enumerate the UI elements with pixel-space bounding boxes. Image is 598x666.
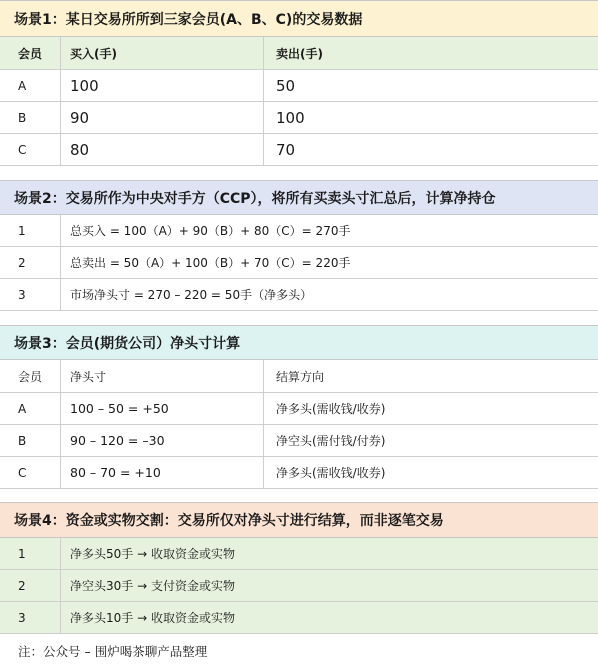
sell-cell: 50 — [276, 76, 296, 95]
item-number: 1 — [18, 223, 26, 238]
table-row — [0, 393, 598, 425]
sell-cell: 100 — [276, 108, 305, 127]
scene4-title: 场景4：资金或实物交割：交易所仅对净头寸进行结算，而非逐笔交易 — [0, 502, 598, 538]
buy-cell: 80 — [70, 140, 90, 159]
scene3-title: 场景3：会员(期货公司）净头寸计算 — [0, 325, 598, 360]
member-cell: B — [18, 110, 27, 125]
member-cell: C — [18, 142, 27, 157]
item-number: 2 — [18, 578, 26, 593]
item-text: 市场净头寸 = 270 – 220 = 50手（净多头） — [70, 288, 313, 302]
scene1-header-member: 会员 — [18, 46, 43, 61]
list-item — [0, 215, 598, 247]
member-cell: B — [18, 433, 27, 448]
table-row — [0, 134, 598, 166]
direction-cell: 净空头(需付钱/付券) — [276, 434, 386, 448]
direction-cell: 净多头(需收钱/收券) — [276, 402, 386, 416]
buy-cell: 100 — [70, 76, 99, 95]
item-text: 总买入 = 100（A）+ 90（B）+ 80（C）= 270手 — [70, 224, 351, 238]
item-text: 净空头30手 → 支付资金或实物 — [70, 579, 235, 593]
net-position-cell: 90 – 120 = –30 — [70, 433, 165, 448]
table-row — [0, 457, 598, 489]
scene1-header-buy: 买入(手) — [70, 46, 117, 61]
item-text: 总卖出 = 50（A）+ 100（B）+ 70（C）= 220手 — [70, 256, 351, 270]
scene3-header-direction: 结算方向 — [276, 369, 325, 384]
table-row — [0, 102, 598, 134]
list-item — [0, 247, 598, 279]
net-position-cell: 80 – 70 = +10 — [70, 465, 161, 480]
list-item — [0, 570, 598, 602]
table-row — [0, 70, 598, 102]
list-item — [0, 279, 598, 311]
net-position-cell: 100 – 50 = +50 — [70, 401, 169, 416]
item-text: 净多头50手 → 收取资金或实物 — [70, 547, 235, 561]
item-number: 3 — [18, 610, 26, 625]
item-number: 1 — [18, 546, 26, 561]
scene3-header-row — [0, 360, 598, 393]
direction-cell: 净多头(需收钱/收券) — [276, 466, 386, 480]
list-item — [0, 538, 598, 570]
member-cell: A — [18, 401, 27, 416]
buy-cell: 90 — [70, 108, 90, 127]
scene1-title: 场景1：某日交易所所到三家会员(A、B、C)的交易数据 — [0, 0, 598, 37]
scene3-header-member: 会员 — [18, 369, 43, 384]
sell-cell: 70 — [276, 140, 296, 159]
scene3-header-net: 净头寸 — [70, 369, 107, 384]
table-row — [0, 425, 598, 457]
item-number: 2 — [18, 255, 26, 270]
member-cell: C — [18, 465, 27, 480]
footer-note: 注：公众号 – 围炉喝茶聊产品整理 — [18, 644, 208, 659]
scene1-header-row — [0, 37, 598, 70]
item-number: 3 — [18, 287, 26, 302]
item-text: 净多头10手 → 收取资金或实物 — [70, 611, 235, 625]
list-item — [0, 602, 598, 634]
scene2-title: 场景2：交易所作为中央对手方（CCP），将所有买卖头寸汇总后，计算净持仓 — [0, 180, 598, 215]
member-cell: A — [18, 78, 27, 93]
scene1-header-sell: 卖出(手) — [276, 46, 323, 61]
